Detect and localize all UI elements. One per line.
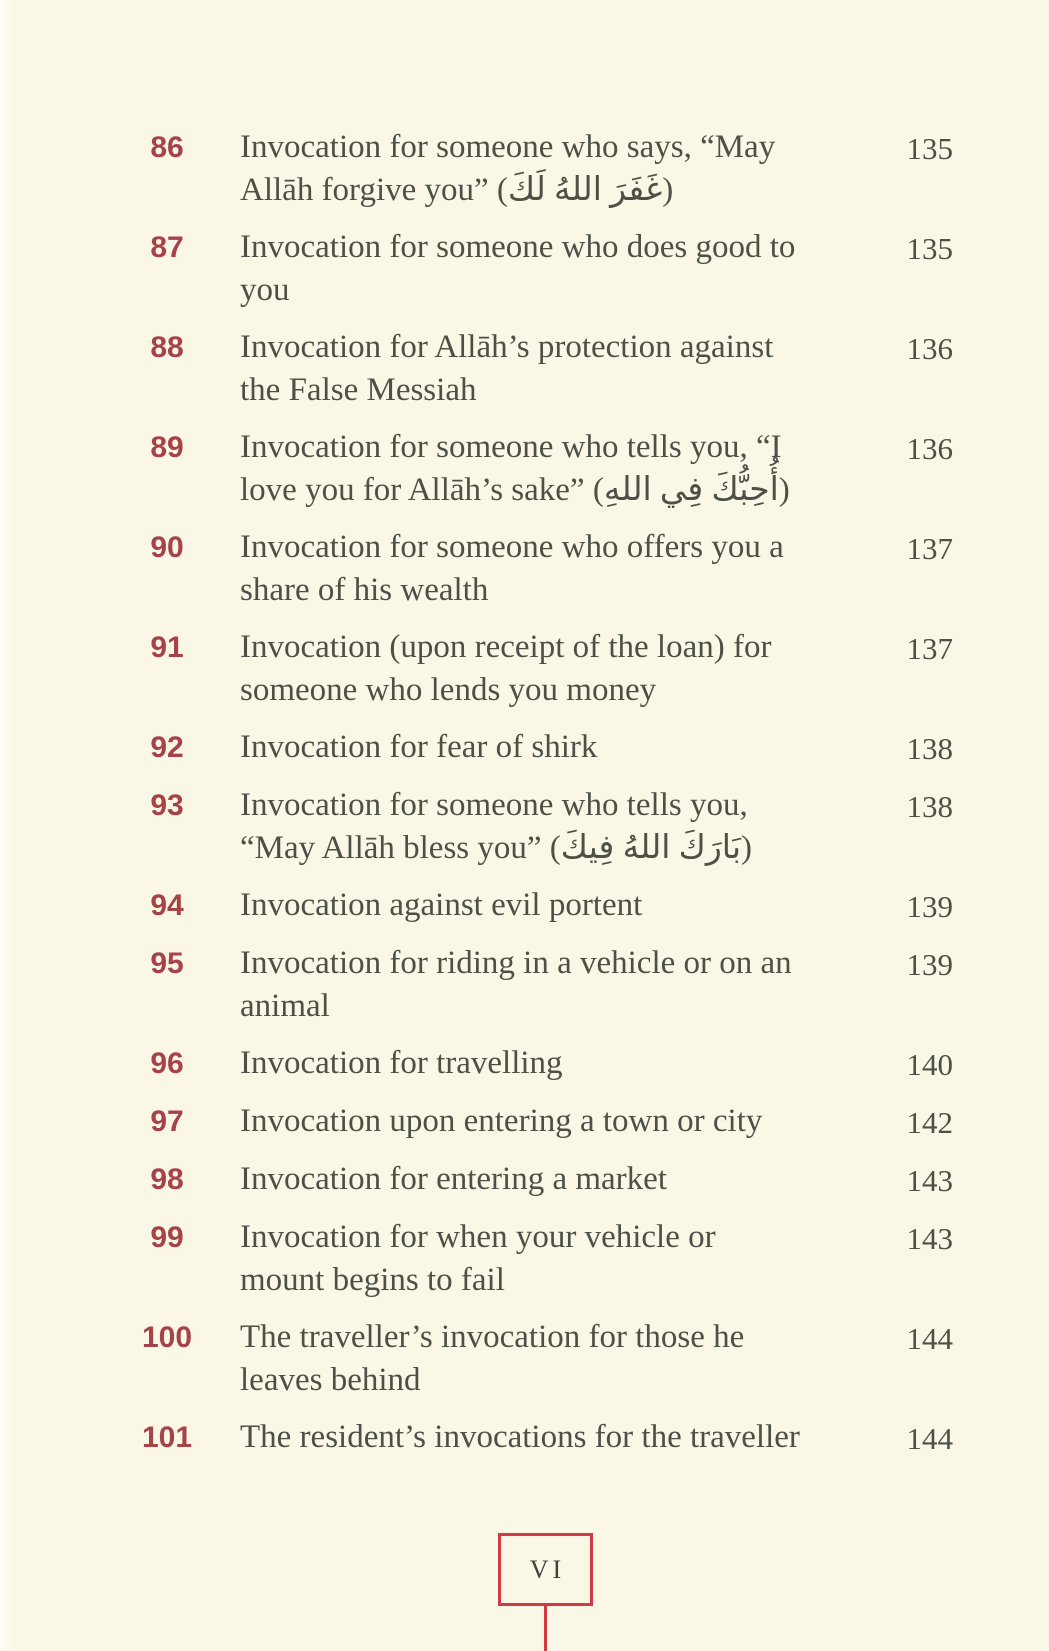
footer-page-box: [498, 1533, 593, 1606]
entry-title-line: Invocation (upon receipt of the loan) for: [240, 629, 772, 665]
entry-number: 94: [150, 889, 184, 922]
entry-page-number: 136: [906, 331, 953, 366]
toc-entry: [0, 526, 953, 612]
entry-number: 89: [150, 431, 184, 464]
entry-title-line: animal: [240, 988, 330, 1024]
toc-entry: [0, 1216, 953, 1302]
entry-title: [240, 1042, 857, 1085]
entry-number: 100: [141, 1321, 193, 1354]
toc-entry: [0, 226, 953, 312]
entry-page-number: 137: [906, 531, 953, 566]
entry-number: 101: [141, 1421, 193, 1454]
toc-entry: [0, 1042, 953, 1086]
toc-list: [0, 126, 953, 1460]
entry-page-number: 143: [906, 1163, 953, 1198]
entry-title-line: Invocation for someone who tells you, “I: [240, 429, 782, 465]
toc-entry: [0, 126, 953, 212]
entry-title-line: mount begins to fail: [240, 1262, 505, 1298]
entry-number: 87: [150, 231, 184, 264]
entry-title-line: Invocation for someone who says, “May: [240, 129, 776, 165]
entry-title-line: The resident’s invocations for the traveller: [240, 1419, 800, 1455]
entry-page-number: 142: [906, 1105, 953, 1140]
entry-title-line: Invocation for entering a market: [240, 1161, 667, 1197]
entry-title-line: the False Messiah: [240, 372, 477, 408]
toc-entry: [0, 326, 953, 412]
entry-title: [240, 126, 857, 212]
entry-page-number: 139: [906, 889, 953, 924]
footer-rule: [544, 1606, 547, 1651]
entry-number: 96: [150, 1047, 184, 1080]
entry-number: 99: [150, 1221, 184, 1254]
entry-number: 98: [150, 1163, 184, 1196]
entry-page-number: 143: [906, 1221, 953, 1256]
entry-title-line: Invocation for someone who offers you a: [240, 529, 784, 565]
entry-title-line: Invocation for someone who tells you,: [240, 787, 748, 823]
entry-page-number: 135: [906, 131, 953, 166]
entry-title-line: Invocation for travelling: [240, 1045, 563, 1081]
toc-entry: [0, 426, 953, 512]
entry-title: [240, 1216, 857, 1302]
entry-number: 92: [150, 731, 184, 764]
entry-title: [240, 726, 857, 769]
toc-entry: [0, 1316, 953, 1402]
entry-number: 95: [150, 947, 184, 980]
entry-page-number: 140: [906, 1047, 953, 1082]
entry-title: [240, 426, 857, 512]
entry-title-line: Invocation for fear of shirk: [240, 729, 598, 765]
entry-title: [240, 942, 857, 1028]
entry-title-line: someone who lends you money: [240, 672, 657, 708]
toc-entry: [0, 1158, 953, 1202]
entry-title-line: love you for Allāh’s sake” (أُحِبُّكَ فِي اللهِ): [240, 472, 790, 508]
entry-number: 91: [150, 631, 184, 664]
entry-title: [240, 1416, 857, 1459]
entry-title: [240, 1100, 857, 1143]
entry-page-number: 138: [906, 731, 953, 766]
entry-title: [240, 884, 857, 927]
entry-page-number: 138: [906, 789, 953, 824]
entry-title-line: leaves behind: [240, 1362, 421, 1398]
entry-title-line: Invocation upon entering a town or city: [240, 1103, 763, 1139]
entry-page-number: 144: [906, 1421, 953, 1456]
entry-page-number: 144: [906, 1321, 953, 1356]
entry-title-line: Invocation for when your vehicle or: [240, 1219, 716, 1255]
toc-entry: [0, 784, 953, 870]
entry-page-number: 135: [906, 231, 953, 266]
entry-title-line: you: [240, 272, 290, 308]
entry-title: [240, 326, 857, 412]
toc-entry: [0, 726, 953, 770]
toc-entry: [0, 942, 953, 1028]
entry-title-line: Invocation for someone who does good to: [240, 229, 796, 265]
entry-title: [240, 226, 857, 312]
entry-title-line: Allāh forgive you” (غَفَرَ اللهُ لَكَ): [240, 172, 674, 208]
entry-title-line: Invocation against evil portent: [240, 887, 643, 923]
entry-page-number: 137: [906, 631, 953, 666]
toc-entry: [0, 626, 953, 712]
entry-title: [240, 626, 857, 712]
entry-page-number: 136: [906, 431, 953, 466]
toc-entry: [0, 1100, 953, 1144]
entry-title-line: share of his wealth: [240, 572, 489, 608]
entry-title: [240, 784, 857, 870]
entry-number: 86: [150, 131, 184, 164]
entry-title-line: “May Allāh bless you” (بَارَكَ اللهُ فِيكَ): [240, 830, 753, 866]
entry-page-number: 139: [906, 947, 953, 982]
entry-number: 90: [150, 531, 184, 564]
entry-number: 93: [150, 789, 184, 822]
entry-title-line: Invocation for riding in a vehicle or on an: [240, 945, 792, 981]
footer-page-number: VI: [529, 1554, 566, 1584]
entry-title: [240, 1158, 857, 1201]
toc-entry: [0, 1416, 953, 1460]
entry-title: [240, 526, 857, 612]
entry-title: [240, 1316, 857, 1402]
entry-title-line: The traveller’s invocation for those he: [240, 1319, 745, 1355]
entry-number: 97: [150, 1105, 184, 1138]
entry-number: 88: [150, 331, 184, 364]
toc-entry: [0, 884, 953, 928]
entry-title-line: Invocation for Allāh’s protection against: [240, 329, 774, 365]
